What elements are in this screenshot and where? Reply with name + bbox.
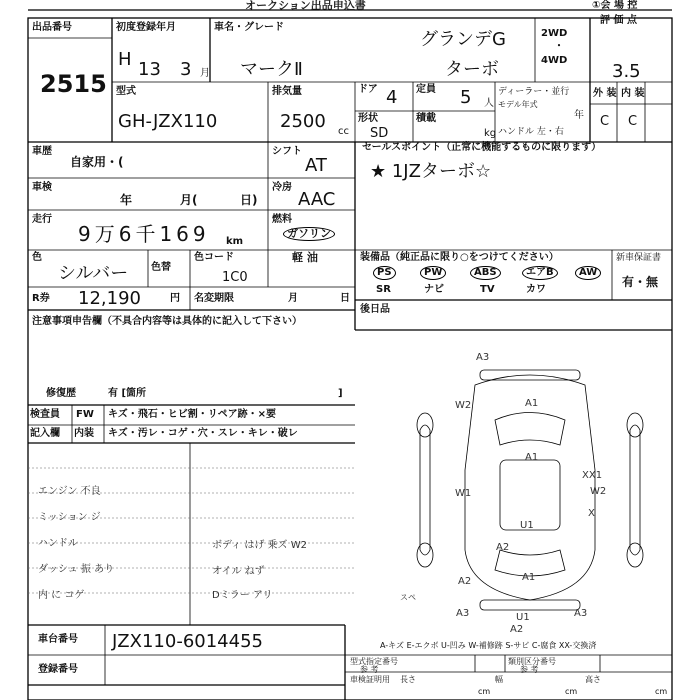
- lot-label: 出品番号: [32, 22, 72, 33]
- recycle-unit: 円: [170, 293, 180, 304]
- damage-mark: A2: [458, 576, 472, 587]
- sales-point-label: セールスポイント（正常に機能するものに限ります）: [362, 142, 602, 153]
- equip-navi: ナビ: [424, 284, 444, 295]
- inspector-interior-items: キズ・汚レ・コゲ・穴・スレ・キレ・破レ: [108, 428, 298, 439]
- dealer-label: ディーラー・並行: [498, 87, 570, 97]
- car-name: マークⅡ: [240, 59, 303, 80]
- doors-label: ドア: [358, 84, 378, 95]
- first-reg-label: 初度登録年月: [116, 22, 176, 33]
- cert-label: 車検証明用: [350, 675, 390, 684]
- venue-copy-label: ①会 場 控: [592, 0, 638, 11]
- remark-left: ミッション ジ: [38, 512, 101, 523]
- capacity-unit: 人: [484, 98, 494, 109]
- first-reg-month: 3: [180, 59, 192, 80]
- damage-mark: A1: [522, 572, 536, 583]
- damage-mark: W2: [590, 486, 607, 497]
- damage-mark: A1: [525, 398, 539, 409]
- remark-left: ハンドル: [38, 538, 78, 549]
- remark-right: Dミラー アリ: [212, 590, 273, 601]
- damage-mark: スペ: [400, 593, 416, 602]
- damage-mark: U1: [520, 520, 534, 531]
- sales-point-value: ★ 1JZターボ☆: [370, 161, 492, 182]
- name-change-label: 名変期限: [194, 293, 234, 304]
- damage-mark: A2: [496, 542, 510, 553]
- equip-pw: PW: [420, 266, 446, 280]
- equip-ps: PS: [373, 266, 396, 280]
- fuel-selected: ガソリン: [283, 227, 335, 241]
- chassis-label: 車台番号: [38, 634, 78, 645]
- chassis-value: JZX110-6014455: [112, 631, 263, 652]
- shift-label: シフト: [272, 146, 302, 157]
- repair-history-value: 有 [箇所: [108, 388, 147, 399]
- damage-mark: A3: [476, 352, 490, 363]
- damage-mark: X: [588, 508, 595, 519]
- notes-label: 注意事項申告欄（不具合内容等は具体的に記入して下さい）: [32, 316, 302, 327]
- damage-legend: A-キズ E-エクボ U-凹み W-補修跡 S-サビ C-腐食 XX-交換済: [380, 641, 597, 650]
- score-value: 3.5: [612, 61, 641, 82]
- type-approval-label: 型式指定番号: [350, 657, 398, 666]
- car-label: 車名・グレード: [214, 22, 284, 33]
- warranty-label: 新車保証書: [616, 253, 662, 263]
- inspector-label: 検査員: [30, 409, 60, 420]
- equip-leather: カワ: [526, 284, 546, 295]
- damage-mark: W2: [455, 400, 472, 411]
- remark-right: ボディ はげ 乗ズ W2: [212, 540, 307, 551]
- length-label: 長さ: [400, 675, 416, 684]
- history-label: 車歴: [32, 146, 52, 157]
- mileage-unit: km: [226, 236, 244, 247]
- remark-left: エンジン 不良: [38, 486, 101, 497]
- shape-label: 形状: [358, 113, 378, 124]
- inspector-fw: FW: [76, 409, 94, 420]
- damage-mark: W1: [455, 488, 472, 499]
- equip-aw: AW: [575, 266, 601, 280]
- color-code-value: 1C0: [222, 270, 248, 285]
- recycle-label: R券: [32, 293, 50, 304]
- equip-abs: ABS: [470, 266, 501, 280]
- class-ref: 参 考: [520, 665, 539, 674]
- load-label: 積載: [416, 113, 436, 124]
- mileage-value: 9万6千169: [78, 222, 210, 246]
- height-unit: cm: [655, 687, 668, 696]
- car-grade: グランデG: [420, 29, 506, 50]
- history-value: 自家用・(: [70, 155, 124, 169]
- displacement-value: 2500: [280, 111, 326, 132]
- first-reg-era: H: [118, 49, 132, 70]
- inspection-label: 車検: [32, 182, 52, 193]
- car-sub-grade: ターボ: [445, 59, 499, 80]
- first-reg-year: 13: [138, 59, 161, 80]
- first-reg-month-unit: 月: [200, 68, 210, 79]
- handle-label: ハンドル 左・右: [498, 127, 564, 137]
- model-year-label: モデル年式: [498, 100, 538, 109]
- repair-history-close: ]: [338, 388, 343, 399]
- damage-mark: A2: [510, 624, 524, 635]
- color-label: 色: [32, 252, 42, 263]
- aircon-label: 冷房: [272, 182, 292, 193]
- shift-value: AT: [305, 155, 327, 176]
- fuel-label: 燃料: [272, 214, 292, 225]
- model-label: 型式: [116, 86, 136, 97]
- class-label: 類別区分番号: [508, 657, 556, 666]
- displacement-label: 排気量: [272, 86, 302, 97]
- height-label: 高さ: [585, 675, 601, 684]
- width-label: 幅: [495, 675, 503, 684]
- length-unit: cm: [478, 687, 491, 696]
- entry-label: 記入欄: [30, 428, 60, 439]
- exterior-score: C: [600, 114, 610, 129]
- model-year-unit: 年: [574, 110, 584, 121]
- form-title: オークション出品申込書: [245, 0, 366, 12]
- load-unit: kg: [484, 128, 497, 139]
- name-change-day: 日: [340, 293, 350, 304]
- damage-mark: A3: [456, 608, 470, 619]
- capacity-value: 5: [460, 87, 472, 108]
- width-unit: cm: [565, 687, 578, 696]
- registration-label: 登録番号: [38, 664, 78, 675]
- color-code-label: 色コード: [194, 252, 234, 263]
- repair-history-label: 修復歴: [46, 388, 76, 399]
- fuel-diesel: 軽 油: [292, 251, 318, 264]
- model-value: GH-JZX110: [118, 111, 218, 132]
- type-approval-ref: 参 考: [360, 665, 379, 674]
- recycle-value: 12,190: [78, 288, 141, 309]
- repaint-label: 色替: [151, 262, 171, 273]
- damage-mark: A3: [574, 608, 588, 619]
- capacity-label: 定員: [416, 84, 436, 95]
- equip-airbag: エアB: [522, 266, 558, 280]
- shape-value: SD: [370, 126, 389, 141]
- name-change-month: 月: [288, 293, 298, 304]
- drive-dot: ・: [554, 41, 564, 52]
- doors-value: 4: [386, 87, 398, 108]
- lot-number: 2515: [40, 70, 107, 98]
- color-value: シルバー: [58, 263, 129, 284]
- score-label: 評 価 点: [600, 15, 637, 26]
- mileage-label: 走行: [32, 214, 52, 225]
- exterior-label: 外 装: [593, 88, 617, 99]
- remark-left: ダッシュ 振 あり: [38, 564, 115, 575]
- inspector-exterior-items: キズ・飛石・ヒビ割・リペア跡・×要: [108, 409, 276, 420]
- drive-4wd: 4WD: [541, 55, 568, 66]
- damage-mark: A1: [525, 452, 539, 463]
- remark-left: 内 に コゲ: [38, 590, 85, 601]
- aircon-value: AAC: [298, 189, 336, 210]
- remark-right: オイル ねず: [212, 566, 265, 577]
- inspection-month-unit: 月(: [180, 193, 198, 207]
- equip-tv: TV: [480, 284, 495, 295]
- equipment-label: 装備品（純正品に限り○をつけてください）: [360, 252, 559, 263]
- warranty-value: 有・無: [622, 275, 659, 289]
- damage-mark: U1: [516, 612, 530, 623]
- interior-score: C: [628, 114, 638, 129]
- drive-2wd: 2WD: [541, 28, 568, 39]
- inspection-year-unit: 年: [120, 193, 133, 207]
- displacement-unit: cc: [338, 126, 349, 137]
- equip-sr: SR: [376, 284, 391, 295]
- damage-mark: XX1: [582, 470, 603, 481]
- inspection-day-unit: 日): [240, 193, 258, 207]
- interior-label-top: 内 装: [621, 88, 645, 99]
- inspector-interior: 内装: [74, 428, 94, 439]
- after-parts-label: 後日品: [360, 304, 390, 315]
